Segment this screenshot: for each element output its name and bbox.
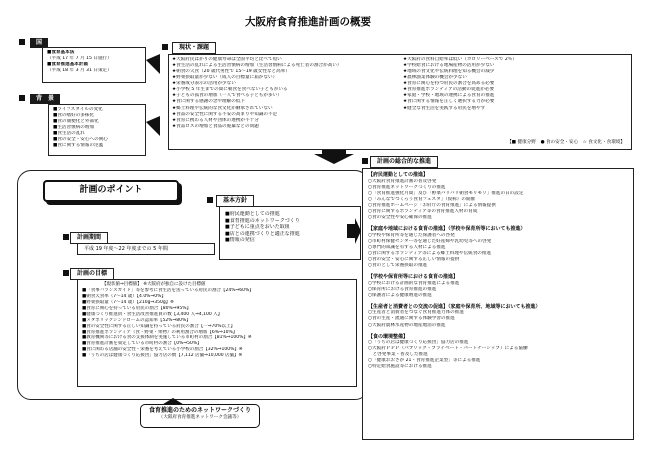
basic-policy-item: ■子どもに重点をおいた取組 xyxy=(225,224,290,231)
measures-item: ○生産者と消費者をつなぐ食育推進力体の推進 xyxy=(368,310,464,316)
status-item: ★学校給食における地場産物の活用が少ない xyxy=(403,63,495,69)
goal-item: ■食育に関心を持っている府民の割合【80%⇒95%】 xyxy=(82,305,192,311)
basic-policy-marker xyxy=(207,197,213,203)
measures-item: ○「健康おおさか 21・食育推進企業型」等による推進 xyxy=(368,358,481,364)
measures-item: ○大阪府ＰＰＰ（パブリック・プライベート・パートナーシップ）による協働 xyxy=(368,346,528,352)
country-label: 国 xyxy=(30,38,48,48)
measures-item: ○学校や保育所等を通じた保護者への啓発 xyxy=(368,232,455,238)
measures-item: ○食の安全・安心に関する正しい情報の提供 xyxy=(368,256,460,262)
measures-section xyxy=(368,172,628,221)
background-item: ■食の安全・安心への関心 xyxy=(53,137,108,143)
status-item: ★食育推進ボランティアの活動の促進が必要 xyxy=(403,87,495,93)
measures-item: ○食育に関するボランティア等の食育推進人材の育成 xyxy=(368,208,478,214)
goal-item: ■朝食欠食率（7〜14 歳）【4.0%⇒0%】 xyxy=(82,293,166,299)
background-item: ■食の簡便化と外部化 xyxy=(53,119,99,125)
status-item: ★食育に携わる人材や団体の連携が不十分 xyxy=(172,117,259,123)
basic-policy-item: ■府民運動としての推進 xyxy=(225,211,280,217)
measures-item: ○市町村保健センター等を通じた妊産婦や乳幼児等への啓発 xyxy=(368,238,492,244)
basic-policy-item: ■店との連携づくりと適正な推進 xyxy=(225,230,300,237)
status-item: ★家庭・学校・地域の連携による食育の推進 xyxy=(403,93,495,99)
measures-item: ○食の生産・流通に関する体験学習の推進 xyxy=(368,316,455,322)
measures-box xyxy=(362,168,634,440)
goal-item: ■野菜摂取量（7〜14 歳）【210g⇒350g】※ xyxy=(82,299,174,305)
page-title: 大阪府食育推進計画の概要 xyxy=(245,16,371,28)
status-legend: 【■ 健康分野 ● 食の安全・安心 ☆ 食文化・食環境】 xyxy=(507,139,625,145)
status-item: ★栄養成分表示の活用が少ない xyxy=(172,81,236,87)
goal-item: ■「食事バランスガイド」等を参考に食生活を送っている府民の割合【24%⇒60%】 xyxy=(82,287,254,293)
goal-item: ■食育推進ボランティア（食・野菜・果物）の利用割合の増加【6%⇒10%】 xyxy=(82,329,238,335)
measures-item: ○食育推進ホームページ「お府庁の食育推進」による情報提供 xyxy=(368,202,496,208)
status-item: ★郷土料理や伝統的な食文化が継承されていない xyxy=(172,105,273,111)
measures-item: ○専門的知識を有する人材による推進 xyxy=(368,244,446,250)
country-box xyxy=(42,47,146,83)
goal-item: ■教育機関等における食の支援体制を実施している市町村の割合【81%⇒100%】※ xyxy=(82,335,252,341)
measures-item: と啓発事業・普及した推進 xyxy=(368,352,428,358)
down-arrow-icon xyxy=(314,150,354,164)
status-item: ★食育に関心を持つ府民の割合を高める必要 xyxy=(403,81,495,87)
measures-section-heading: 【学校や保育所等における食育の推進】 xyxy=(368,274,459,280)
goal-item: ■食に関わる店舗の安全性・栄養を考えている小学校の割合【32%⇒100%】※ xyxy=(82,347,243,353)
status-item: ★食品の安全性に関する不安の高まりや知識の不足 xyxy=(172,111,278,117)
measures-item: ○食育推進ネットワークづくりの推進 xyxy=(368,184,446,190)
measures-item: ○学校における計画的な食育推進による推進 xyxy=(368,280,460,286)
status-left-list xyxy=(169,55,400,132)
measures-section-heading: 【家庭や地域における食育の推進】（学校や保育所等においても推進） xyxy=(368,226,526,233)
goals-label: 計画の目標 xyxy=(70,268,114,280)
measures-section xyxy=(368,304,628,329)
measures-label: 計画の総合的な推進 xyxy=(370,156,438,168)
status-item: ★農林漁業体験の機会が少ない xyxy=(403,75,467,81)
measures-section xyxy=(368,334,628,371)
network-box xyxy=(140,404,260,428)
period-text: 平成 19 年度〜22 年度までの 5 年間 xyxy=(84,246,168,252)
network-title: 食育推進のためのネットワークづくり xyxy=(148,407,251,414)
basic-policy-box xyxy=(219,206,361,260)
status-right-list xyxy=(400,55,631,132)
status-item: ★野菜摂取量が少ない（成人の目標量に届かない） xyxy=(172,75,278,81)
plan-point-label: 計画のポイント xyxy=(79,185,143,196)
background-label: 背 景 xyxy=(30,94,60,104)
background-item: ■食に関する情報の氾濫 xyxy=(53,143,104,149)
measures-item: ○「食育推進強化月間」及び「野菜バリバリ朝食モリモリ」推進の日の設定 xyxy=(368,190,524,196)
measures-marker xyxy=(362,158,368,164)
measures-item: ○保育所における食育推進の推進 xyxy=(368,286,437,292)
period-marker xyxy=(63,234,69,240)
status-item: ★食に関する感謝の念や理解の低下 xyxy=(172,99,246,105)
goal-item: ■食の安全性に関する正しい知識を持っている府民の割合【一⇒70%以上】 xyxy=(82,323,236,329)
status-item: ★朝食の欠食（20 歳代男性で 15〜19 歳女性など高率） xyxy=(172,69,290,75)
status-label: 現状・課題 xyxy=(172,42,216,54)
network-sub: （大阪府食育推進ネットワーク会議等） xyxy=(158,414,242,420)
status-item: ★大阪府の食料自給率は低い（カロリーベースで 2％） xyxy=(403,57,517,62)
background-marker xyxy=(19,95,25,101)
basic-policy-item: ■情報の発信 xyxy=(225,237,255,244)
goal-item: ■健康づくり推進員・食生活改善推進員の数【3,400 人⇒4,100 人】 xyxy=(82,311,223,317)
goal-item: ■メタボリックシンドロームの認知率【52%⇒80%】 xyxy=(82,317,191,323)
measures-section-heading: 【府民運動としての推進】 xyxy=(368,172,429,178)
status-item: ★小学校 5 年生までの間に朝食を食べない子どもがいる xyxy=(172,87,288,93)
measures-item: ○保護者による健康増進の推進 xyxy=(368,292,432,298)
country-item: ■食育推進基本計画 xyxy=(47,62,89,68)
plan-point-label-box xyxy=(43,180,179,202)
measures-section xyxy=(368,274,628,299)
period-box xyxy=(77,243,215,255)
basic-policy-label: 基本方針 xyxy=(216,195,254,207)
country-item: ■食育基本法 xyxy=(47,50,75,55)
measures-section xyxy=(368,226,628,269)
background-item: ■生活習慣病の増加 xyxy=(53,125,95,131)
measures-item: ○食のとして栄養摂取の推進 xyxy=(368,262,428,268)
goals-marker xyxy=(63,270,69,276)
background-box xyxy=(48,104,146,156)
status-item: ★健全な食生活を実践する府民を増やす xyxy=(403,105,486,111)
status-marker xyxy=(162,44,168,50)
background-item: ■食生活の乱れ xyxy=(53,131,85,137)
measures-item: ○大阪府食育推進計画の普及啓発 xyxy=(368,178,437,184)
right-arrow-icon xyxy=(347,218,361,244)
status-item: ★子どもの孤食の増加（一人で食べる子どもが多い） xyxy=(172,93,282,99)
country-marker xyxy=(19,39,25,45)
goal-item: ■食育推進計画を策定している市町村の割合【0%⇒50%】 xyxy=(82,341,202,347)
goals-box xyxy=(77,279,357,387)
measures-item: ○特定給食施設等における推進 xyxy=(368,364,432,370)
period-label: 計画期間 xyxy=(70,232,108,244)
measures-item: ○食に関するボランティア等による郷土料理や伝統食の推進 xyxy=(368,250,492,256)
background-item: ■ライフスタイルの変化 xyxy=(53,107,103,112)
measures-item: ○「うちの店は健康づくり応援団」協力店の推進 xyxy=(368,340,469,346)
measures-item: ○大阪府農林水産物の地産地消の推進 xyxy=(368,322,446,328)
status-item: ★大阪府民ばかりの健康寿命は全国平均と比べて短い xyxy=(172,57,282,62)
status-item: ★食に関する情報を正しく選択する力が必要 xyxy=(403,99,495,105)
measures-item: ○「みんなでつくろう食育フェスタ」（仮称）の開催 xyxy=(368,196,476,202)
status-box xyxy=(168,54,632,150)
country-item: （平成 18 年 3 月 31 日策定） xyxy=(47,68,112,74)
measures-section-heading: 【食の環境整備】 xyxy=(368,333,409,340)
status-item: ★地域の食文化や伝統料理を知る機会の減少 xyxy=(403,69,495,75)
goal-item: ■「うちの店は健康づくり応援団」協力店の数【7,112 店舗⇒10,000 店舗】※ xyxy=(82,353,243,359)
measures-item: ○食の安全性や安心確保の推進 xyxy=(368,214,432,220)
country-item: （平成 17 年 7 月 15 日施行） xyxy=(47,56,112,62)
measures-section-heading: 【生産者と消費者との交流の促進】（家庭や保育所、地域等においても推進） xyxy=(368,303,541,310)
basic-policy-item: ■食育推進のネットワークづくり xyxy=(225,217,300,224)
status-item: ★食品ロスの増加と食品の廃棄などの問題 xyxy=(172,123,259,129)
status-item: ★食生活の乱れによる生活習慣病の増加（生活習慣病による死亡者の割合が高い） xyxy=(172,63,342,69)
background-item: ■食の嗜好の多様化 xyxy=(53,113,95,119)
goals-header: 【現状値⇒目標値】 ※大阪府が独自に設けた目標値 xyxy=(102,282,206,287)
